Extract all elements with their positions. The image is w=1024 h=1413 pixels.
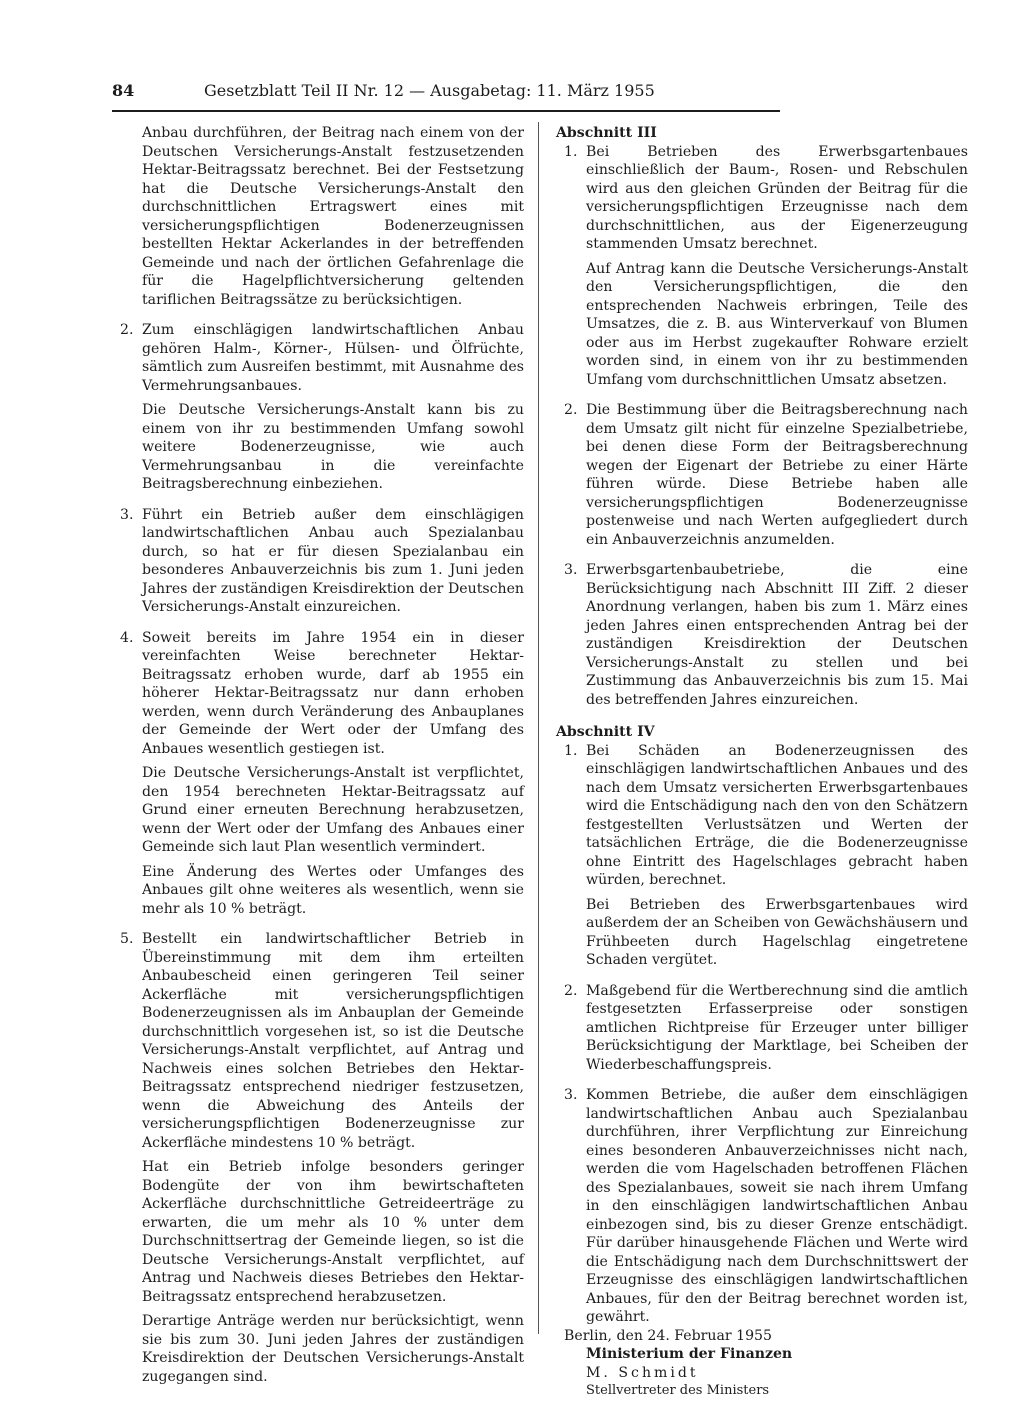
item-number: 5.	[120, 931, 134, 947]
section-heading-iv: Abschnitt IV	[556, 724, 655, 740]
item-paragraph: Bei Schäden an Bodenerzeugnissen des einschlägigen landwirtschaftlichen Anbaues und des nach dem Umsatz versicherten Erwerbsgartenbaues wird die Entschädigung nach den von den Schätzern festgestellten Verlustsätzen und Werten der tatsächlichen Erträge, die die Bodenerzeugnisse ohne Eintritt des Hagelschlages gebracht haben würden, berechnet.	[586, 742, 968, 888]
item-paragraph: Bei Betrieben des Erwerbsgartenbaues wird außerdem der an Scheiben von Gewächshäusern und Frühbeeten durch Hagelschlag eingetretene Schaden vergütet.	[586, 896, 968, 968]
left-item-4	[112, 629, 524, 919]
place-date: Berlin, den 24. Februar 1955	[564, 1327, 772, 1344]
continuation-paragraph: Anbau durchführen, der Beitrag nach einem von der Deutschen Versicherungs-Anstalt festzusetzenden Hektar-Beitragssatz berechnet. Bei der Festsetzung hat die Deutsche Versicherungs-Anstalt den durchschnittlichen Ertragswert eines mit versicherungspflichtigen Bodenerzeugnissen bestellten Hektar Ackerlandes in der betreffenden Gemeinde und nach der örtlichen Gefahrenlage die für die Hagelpflichtversicherung geltenden tariflichen Beitragssätze zu berücksichtigen.	[142, 125, 524, 308]
item-number: 4.	[120, 629, 134, 646]
item-paragraph: Bestellt ein landwirtschaftlicher Betrieb in Übereinstimmung mit dem ihm erteilten Anbaubescheid einen geringeren Teil seiner Ackerfläche mit versicherungspflichtigen Bodenerzeugnissen als im Anbauplan der Gemeinde durchschnittlich vorgesehen ist, so ist die Deutsche Versicherungs-Anstalt verpflichtet, auf Antrag und Nachweis eines solchen Betriebes den Hektar-Beitragssatz entsprechend niedriger festzusetzen, wenn die Abweichung des Anteils der versicherungspflichtigen Bodenerzeugnisse zur Ackerfläche mindestens 10 % beträgt.	[142, 931, 524, 1151]
item-paragraph: Hat ein Betrieb infolge besonders geringer Bodengüte der von ihm bewirtschafteten Ackerfläche durchschnittliche Getreideerträge zu erwarten, die um mehr als 10 % unter dem Durchschnittsertrag der Gemeinde liegen, so ist die Deutsche Versicherungs-Anstalt verpflichtet, auf Antrag und Nachweis dieses Betriebes den Hektar-Beitragssatz entsprechend herabzusetzen.	[142, 1159, 524, 1305]
item-number: 1.	[564, 742, 578, 759]
section-iii-item-2	[556, 401, 968, 549]
item-paragraph: Erwerbsgartenbaubetriebe, die eine Berücksichtigung nach Abschnitt III Ziff. 2 dieser Anordnung verlangen, haben bis zum 1. März eines jeden Jahres einen entsprechenden Antrag bei der zuständigen Kreisdirektion der Deutschen Versicherungs-Anstalt zu stellen und bei Zustimmung das Anbauverzeichnis bis zum 15. Mai des betreffenden Jahres einzureichen.	[586, 562, 968, 708]
page-header	[112, 80, 780, 106]
section-heading-iii: Abschnitt III	[556, 125, 657, 141]
item-number: 3.	[564, 562, 578, 578]
header-rule	[112, 110, 780, 112]
section-iv-item-2	[556, 982, 968, 1075]
section-iv-item-1	[556, 742, 968, 970]
item-number: 2.	[564, 402, 578, 418]
section-iv-item-3	[556, 1086, 968, 1327]
item-paragraph: Derartige Anträge werden nur berücksichtigt, wenn sie bis zum 30. Juni jeden Jahres der zuständigen Kreisdirektion der Deutschen Versicherungs-Anstalt zugegangen sind.	[142, 1313, 524, 1385]
item-paragraph: Soweit bereits im Jahre 1954 ein in dieser vereinfachten Weise berechneter Hektar-Beitragssatz erhoben wurde, darf ab 1955 ein höherer Hektar-Beitragssatz nur dann erhoben werden, wenn durch Veränderung des Anbauplanes der Gemeinde der Wert oder der Umfang des Anbaues wesentlich gestiegen ist.	[142, 629, 524, 757]
item-number: 1.	[564, 143, 578, 160]
item-number: 2.	[120, 322, 134, 338]
signer-title: Stellvertreter des Ministers	[586, 1383, 770, 1398]
section-iii-item-1	[556, 143, 968, 390]
item-number: 2.	[564, 982, 578, 999]
item-paragraph: Maßgebend für die Wertberechnung sind die amtlich festgesetzten Erfasserpreise oder sonstigen amtlichen Richtpreise für Erzeuger unter billiger Berücksichtigung der Marktlage, bei Scheiben der Wiederbeschaffungspreis.	[586, 982, 968, 1073]
left-column	[112, 124, 524, 1386]
left-item-3	[112, 506, 524, 617]
ministry-name: Ministerium der Finanzen	[586, 1346, 793, 1362]
running-title: Gesetzblatt Teil II Nr. 12 — Ausgabetag: 11. März 1955	[204, 81, 655, 100]
item-paragraph: Eine Änderung des Wertes oder Umfanges des Anbaues gilt ohne weiteres als wesentlich, wenn sie mehr als 10 % beträgt.	[142, 863, 524, 917]
item-paragraph: Bei Betrieben des Erwerbsgartenbaues einschließlich der Baum-, Rosen- und Rebschulen wird aus den gleichen Gründen der Beitrag für die versicherungspflichtigen Erzeugnisse nach dem durchschnittlichen, aus der Eigenerzeugung stammenden Umsatz berechnet.	[586, 143, 968, 252]
item-paragraph: Führt ein Betrieb außer dem einschlägigen landwirtschaftlichen Anbau auch Spezialanbau durch, so hat er für diesen Spezialanbau ein besonderes Anbauverzeichnis bis zum 1. Juni jeden Jahres der zuständigen Kreisdirektion der Deutschen Versicherungs-Anstalt einzureichen.	[142, 506, 524, 615]
right-column	[556, 124, 968, 1401]
column-divider	[538, 122, 539, 1334]
item-paragraph: Die Bestimmung über die Beitragsberechnung nach dem Umsatz gilt nicht für einzelne Spezialbetriebe, bei denen diese Form der Beitragsberechnung wegen der Eigenart der Betriebe zu einer Härte führen würde. Diese Betriebe haben alle versicherungspflichtigen Bodenerzeugnisse postenweise und nach Werten aufgegliedert durch ein Anbauverzeichnis anzumelden.	[586, 402, 968, 548]
item-paragraph: Kommen Betriebe, die außer dem einschlägigen landwirtschaftlichen Anbau auch Spezialanbau durchführen, ihrer Verpflichtung zur Einreichung eines besonderen Anbauverzeichnisses nicht nach, werden die vom Hagelschaden betroffenen Flächen des Spezialanbaues, soweit sie nach ihrem Umfang in den einschlägigen landwirtschaftlichen Anbau einbezogen sind, bis zu dieser Grenze entschädigt. Für darüber hinausgehende Flächen und Werte wird die Entschädigung nach dem Durchschnittswert der Erzeugnisse des einschlägigen landwirtschaftlichen Anbaues, für den der Beitrag berechnet worden ist, gewährt.	[586, 1087, 968, 1325]
section-iii-item-3	[556, 561, 968, 709]
item-paragraph: Zum einschlägigen landwirtschaftlichen Anbau gehören Halm-, Körner-, Hülsen- und Ölfrüchte, sämtlich zum Ausreifen bestimmt, mit Ausnahme des Vermehrungsanbaues.	[142, 322, 524, 394]
left-item-2	[112, 321, 524, 494]
item-paragraph: Die Deutsche Versicherungs-Anstalt kann bis zu einem von ihr zu bestimmenden Umfang sowohl weitere Bodenerzeugnisse, wie auch Vermehrungsanbau in die vereinfachte Beitragsberechnung einbeziehen.	[142, 402, 524, 492]
signer-name: M. Schmidt	[586, 1364, 699, 1381]
left-item-5	[112, 930, 524, 1386]
item-paragraph: Auf Antrag kann die Deutsche Versicherungs-Anstalt den Versicherungspflichtigen, die den entsprechenden Nachweis erbringen, Teile des Umsatzes, die z. B. aus Winterverkauf von Blumen oder aus im Herbst zugekaufter Rohware erzielt worden sind, in einem von ihr zu bestimmenden Umfang vom durchschnittlichen Umsatz absetzen.	[586, 260, 968, 388]
item-number: 3.	[120, 506, 134, 523]
item-paragraph: Die Deutsche Versicherungs-Anstalt ist verpflichtet, den 1954 berechneten Hektar-Beitragssatz auf Grund einer erneuten Berechnung herabzusetzen, wenn der Wert oder der Umfang des Anbaues einer Gemeinde sich laut Plan wesentlich vermindert.	[142, 765, 524, 855]
page-number: 84	[112, 81, 135, 100]
item-number: 3.	[564, 1087, 578, 1103]
